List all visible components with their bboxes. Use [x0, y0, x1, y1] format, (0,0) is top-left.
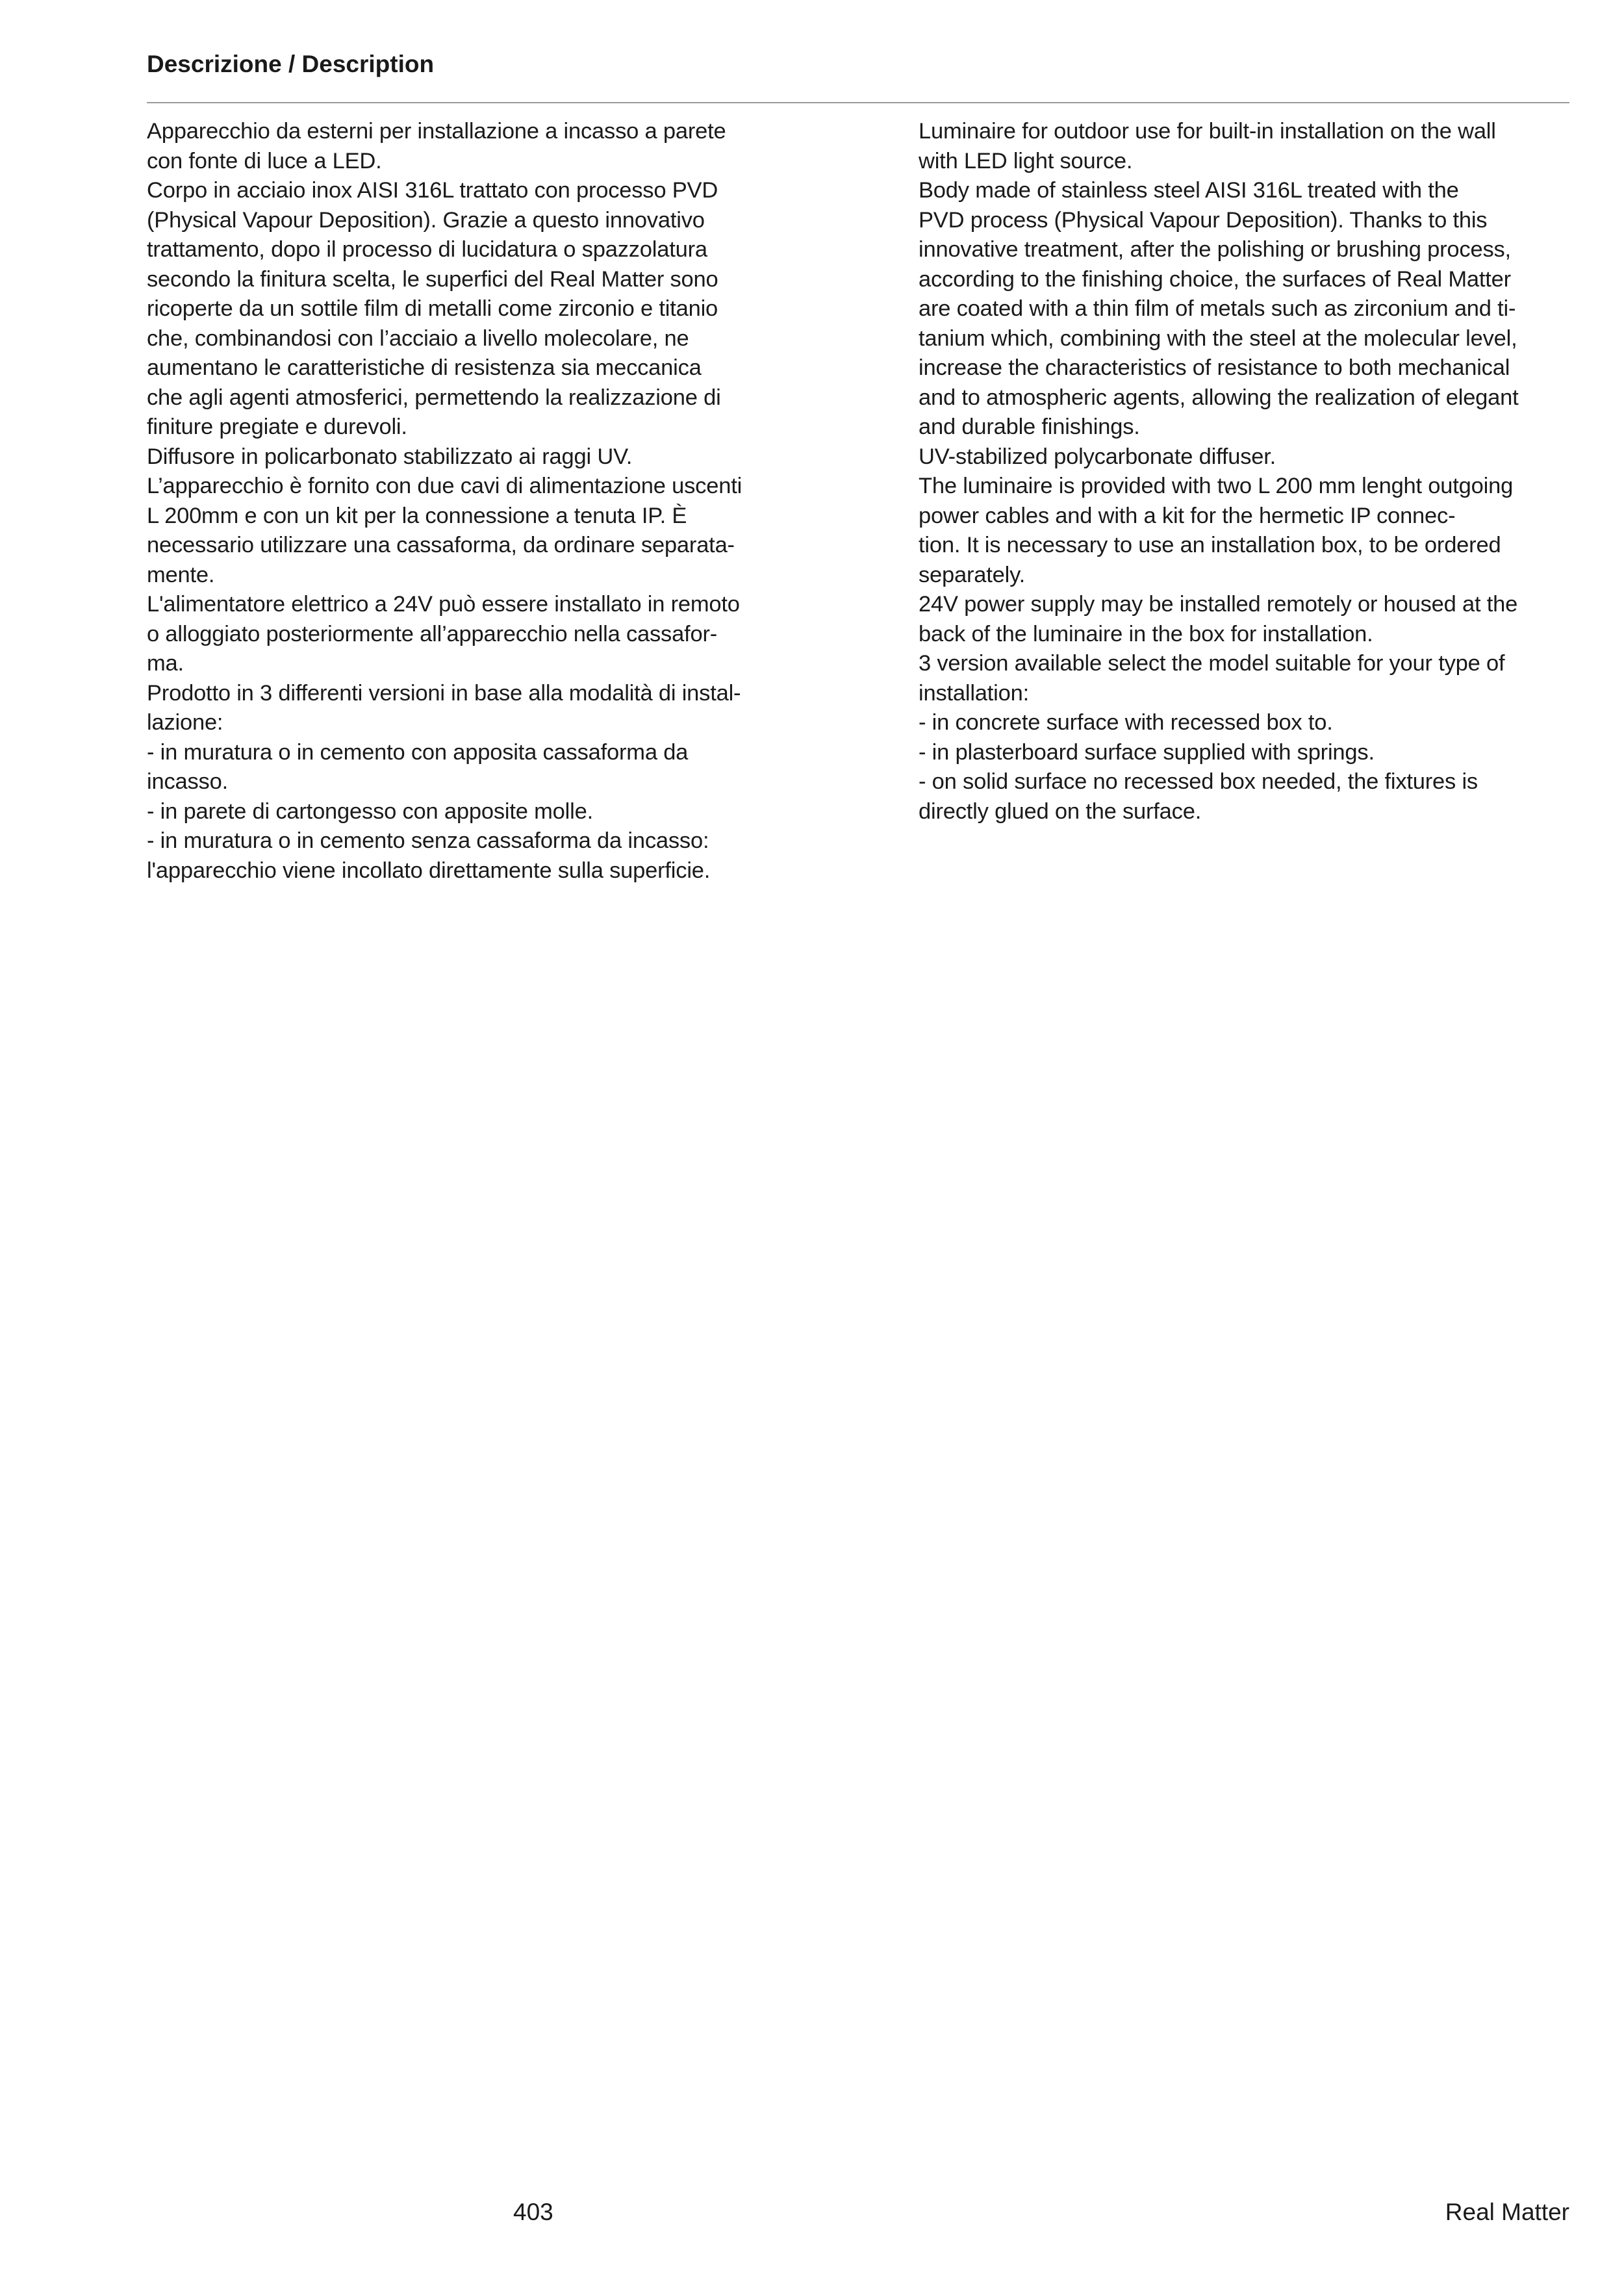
text-line: Luminaire for outdoor use for built-in installation on the wall: [919, 119, 1496, 144]
text-line: - on solid surface no recessed box needed, the fixtures is: [919, 769, 1478, 794]
page-title: Descrizione / Description: [147, 51, 435, 77]
text-line: and durable finishings.: [919, 415, 1140, 439]
text-line: incasso.: [147, 769, 228, 794]
text-line: according to the finishing choice, the surfaces of Real Matter: [919, 266, 1511, 292]
text-line: lazione:: [147, 710, 223, 735]
text-line: 24V power supply may be installed remotely or housed at the: [919, 592, 1518, 617]
text-line: Prodotto in 3 differenti versioni in base alla modalità di instal-: [147, 680, 741, 706]
text-line: l'apparecchio viene incollato direttamente sulla superficie.: [147, 858, 711, 883]
text-line: are coated with a thin film of metals such as zirconium and ti-: [919, 296, 1516, 321]
text-line: - in muratura o in cemento senza cassaforma da incasso:: [147, 828, 709, 853]
text-line: - in concrete surface with recessed box to.: [919, 710, 1333, 735]
text-line: (Physical Vapour Deposition). Grazie a questo innovativo: [147, 207, 705, 233]
text-line: directly glued on the surface.: [919, 798, 1202, 824]
text-line: power cables and with a kit for the hermetic IP connec-: [919, 503, 1456, 528]
text-line: tion. It is necessary to use an installation box, to be ordered: [919, 533, 1501, 557]
footer-product-name: Real Matter: [1445, 2199, 1569, 2225]
text-line: innovative treatment, after the polishing or brushing process,: [919, 237, 1511, 262]
text-line: 3 version available select the model suitable for your type of: [919, 651, 1505, 676]
text-line: - in parete di cartongesso con apposite molle.: [147, 798, 593, 824]
text-line: che, combinandosi con l’acciaio a livello molecolare, ne: [147, 326, 689, 351]
text-line: tanium which, combining with the steel at the molecular level,: [919, 326, 1517, 351]
text-line: Body made of stainless steel AISI 316L treated with the: [919, 178, 1459, 203]
text-line: con fonte di luce a LED.: [147, 148, 382, 173]
text-line: o alloggiato posteriormente all’apparecchio nella cassafor-: [147, 621, 718, 646]
text-line: increase the characteristics of resistance to both mechanical: [919, 355, 1510, 380]
text-line: and to atmospheric agents, allowing the realization of elegant: [919, 385, 1519, 410]
text-line: L’apparecchio è fornito con due cavi di alimentazione uscenti: [147, 474, 742, 498]
text-line: - in muratura o in cemento con apposita cassaforma da: [147, 739, 689, 765]
text-line: trattamento, dopo il processo di lucidatura o spazzolatura: [147, 237, 707, 262]
text-line: finiture pregiate e durevoli.: [147, 415, 407, 439]
page-number: 403: [513, 2199, 553, 2225]
text-line: installation:: [919, 680, 1030, 706]
text-line: che agli agenti atmosferici, permettendo la realizzazione di: [147, 385, 721, 410]
text-line: Apparecchio da esterni per installazione a incasso a parete: [147, 119, 726, 144]
text-line: Diffusore in policarbonato stabilizzato ai raggi UV.: [147, 444, 633, 469]
text-line: PVD process (Physical Vapour Deposition). Thanks to this: [919, 207, 1488, 233]
text-line: back of the luminaire in the box for installation.: [919, 621, 1373, 646]
text-line: L'alimentatore elettrico a 24V può essere installato in remoto: [147, 592, 740, 617]
text-line: The luminaire is provided with two L 200 mm lenght outgoing: [919, 474, 1514, 498]
text-line: aumentano le caratteristiche di resistenza sia meccanica: [147, 355, 702, 380]
description-english: [919, 117, 1575, 826]
text-line: ma.: [147, 651, 184, 676]
text-line: mente.: [147, 562, 215, 587]
text-line: L 200mm e con un kit per la connessione a tenuta IP. È: [147, 503, 687, 528]
text-line: with LED light source.: [919, 148, 1133, 173]
text-line: Corpo in acciaio inox AISI 316L trattato con processo PVD: [147, 178, 718, 203]
text-line: necessario utilizzare una cassaforma, da ordinare separata-: [147, 533, 735, 557]
header-divider: [147, 102, 1569, 103]
text-line: - in plasterboard surface supplied with springs.: [919, 739, 1375, 765]
description-italian: [147, 117, 809, 886]
text-line: UV-stabilized polycarbonate diffuser.: [919, 444, 1276, 469]
text-line: secondo la finitura scelta, le superfici del Real Matter sono: [147, 266, 718, 292]
text-line: ricoperte da un sottile film di metalli come zirconio e titanio: [147, 296, 718, 321]
text-line: separately.: [919, 562, 1025, 587]
